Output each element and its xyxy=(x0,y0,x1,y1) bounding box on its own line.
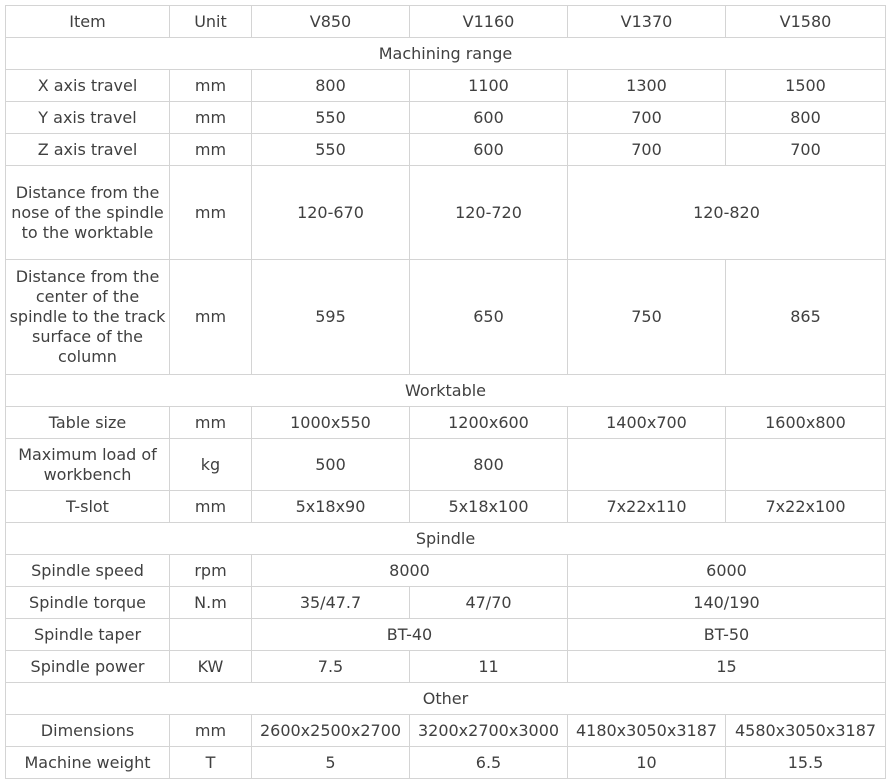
section-row xyxy=(6,375,886,407)
cell-value: 1200x600 xyxy=(410,407,568,439)
cell-value: 600 xyxy=(410,134,568,166)
header-row xyxy=(6,6,886,38)
cell-value: 865 xyxy=(726,260,886,375)
table-row xyxy=(6,260,886,375)
cell-value: 550 xyxy=(252,134,410,166)
cell-value: 140/190 xyxy=(568,587,886,619)
row-unit: mm xyxy=(170,491,252,523)
cell-value: 595 xyxy=(252,260,410,375)
cell-value: 800 xyxy=(726,102,886,134)
cell-value: 6000 xyxy=(568,555,886,587)
section-title: Machining range xyxy=(6,38,886,70)
row-item: T-slot xyxy=(6,491,170,523)
cell-value: 120-820 xyxy=(568,166,886,260)
row-item: Dimensions xyxy=(6,715,170,747)
cell-value: 10 xyxy=(568,747,726,779)
row-item: Machine weight xyxy=(6,747,170,779)
row-unit: mm xyxy=(170,260,252,375)
cell-value: 3200x2700x3000 xyxy=(410,715,568,747)
header-model: V1370 xyxy=(568,6,726,38)
table-row xyxy=(6,747,886,779)
cell-value: 7x22x110 xyxy=(568,491,726,523)
cell-value: 1600x800 xyxy=(726,407,886,439)
section-row xyxy=(6,38,886,70)
row-item: Spindle taper xyxy=(6,619,170,651)
table-row xyxy=(6,439,886,491)
table-row xyxy=(6,651,886,683)
cell-value: 4180x3050x3187 xyxy=(568,715,726,747)
table-row xyxy=(6,70,886,102)
table-row xyxy=(6,587,886,619)
table-row xyxy=(6,407,886,439)
row-unit: mm xyxy=(170,102,252,134)
cell-value: 5x18x100 xyxy=(410,491,568,523)
row-unit: KW xyxy=(170,651,252,683)
cell-value: 1400x700 xyxy=(568,407,726,439)
row-item: Z axis travel xyxy=(6,134,170,166)
table-row xyxy=(6,619,886,651)
header-model: V1580 xyxy=(726,6,886,38)
row-unit: N.m xyxy=(170,587,252,619)
table-row xyxy=(6,166,886,260)
cell-value: 7x22x100 xyxy=(726,491,886,523)
row-item: Distance from the nose of the spindle to the worktable xyxy=(6,166,170,260)
row-item: Spindle torque xyxy=(6,587,170,619)
row-item: Distance from the center of the spindle to the track surface of the column xyxy=(6,260,170,375)
row-item: Spindle power xyxy=(6,651,170,683)
cell-value: 47/70 xyxy=(410,587,568,619)
table-row xyxy=(6,102,886,134)
row-item: X axis travel xyxy=(6,70,170,102)
cell-value: 800 xyxy=(410,439,568,491)
row-item: Maximum load of workbench xyxy=(6,439,170,491)
cell-value: 500 xyxy=(252,439,410,491)
cell-value: 800 xyxy=(252,70,410,102)
row-item: Spindle speed xyxy=(6,555,170,587)
cell-value: 5 xyxy=(252,747,410,779)
cell-value: 7.5 xyxy=(252,651,410,683)
cell-value: 550 xyxy=(252,102,410,134)
cell-value: 4580x3050x3187 xyxy=(726,715,886,747)
header-item: Item xyxy=(6,6,170,38)
cell-value: BT-40 xyxy=(252,619,568,651)
row-unit: mm xyxy=(170,70,252,102)
section-row xyxy=(6,683,886,715)
section-title: Other xyxy=(6,683,886,715)
cell-value: 700 xyxy=(568,102,726,134)
cell-value xyxy=(568,439,726,491)
header-model: V1160 xyxy=(410,6,568,38)
row-unit: mm xyxy=(170,407,252,439)
cell-value: 700 xyxy=(568,134,726,166)
row-unit: mm xyxy=(170,166,252,260)
table-row xyxy=(6,715,886,747)
cell-value: 750 xyxy=(568,260,726,375)
cell-value: 1300 xyxy=(568,70,726,102)
cell-value: BT-50 xyxy=(568,619,886,651)
cell-value: 15.5 xyxy=(726,747,886,779)
cell-value: 15 xyxy=(568,651,886,683)
cell-value: 1100 xyxy=(410,70,568,102)
cell-value: 11 xyxy=(410,651,568,683)
section-row xyxy=(6,523,886,555)
row-unit: T xyxy=(170,747,252,779)
cell-value: 5x18x90 xyxy=(252,491,410,523)
row-unit: mm xyxy=(170,134,252,166)
cell-value: 120-670 xyxy=(252,166,410,260)
spec-table xyxy=(5,5,886,779)
row-unit: rpm xyxy=(170,555,252,587)
cell-value xyxy=(726,439,886,491)
row-item: Y axis travel xyxy=(6,102,170,134)
cell-value: 120-720 xyxy=(410,166,568,260)
cell-value: 650 xyxy=(410,260,568,375)
row-unit: mm xyxy=(170,715,252,747)
table-row xyxy=(6,134,886,166)
table-row xyxy=(6,555,886,587)
row-unit: kg xyxy=(170,439,252,491)
cell-value: 600 xyxy=(410,102,568,134)
section-title: Spindle xyxy=(6,523,886,555)
cell-value: 1000x550 xyxy=(252,407,410,439)
section-title: Worktable xyxy=(6,375,886,407)
table-row xyxy=(6,491,886,523)
cell-value: 8000 xyxy=(252,555,568,587)
cell-value: 2600x2500x2700 xyxy=(252,715,410,747)
cell-value: 6.5 xyxy=(410,747,568,779)
row-item: Table size xyxy=(6,407,170,439)
header-unit: Unit xyxy=(170,6,252,38)
cell-value: 35/47.7 xyxy=(252,587,410,619)
cell-value: 1500 xyxy=(726,70,886,102)
row-unit xyxy=(170,619,252,651)
cell-value: 700 xyxy=(726,134,886,166)
header-model: V850 xyxy=(252,6,410,38)
